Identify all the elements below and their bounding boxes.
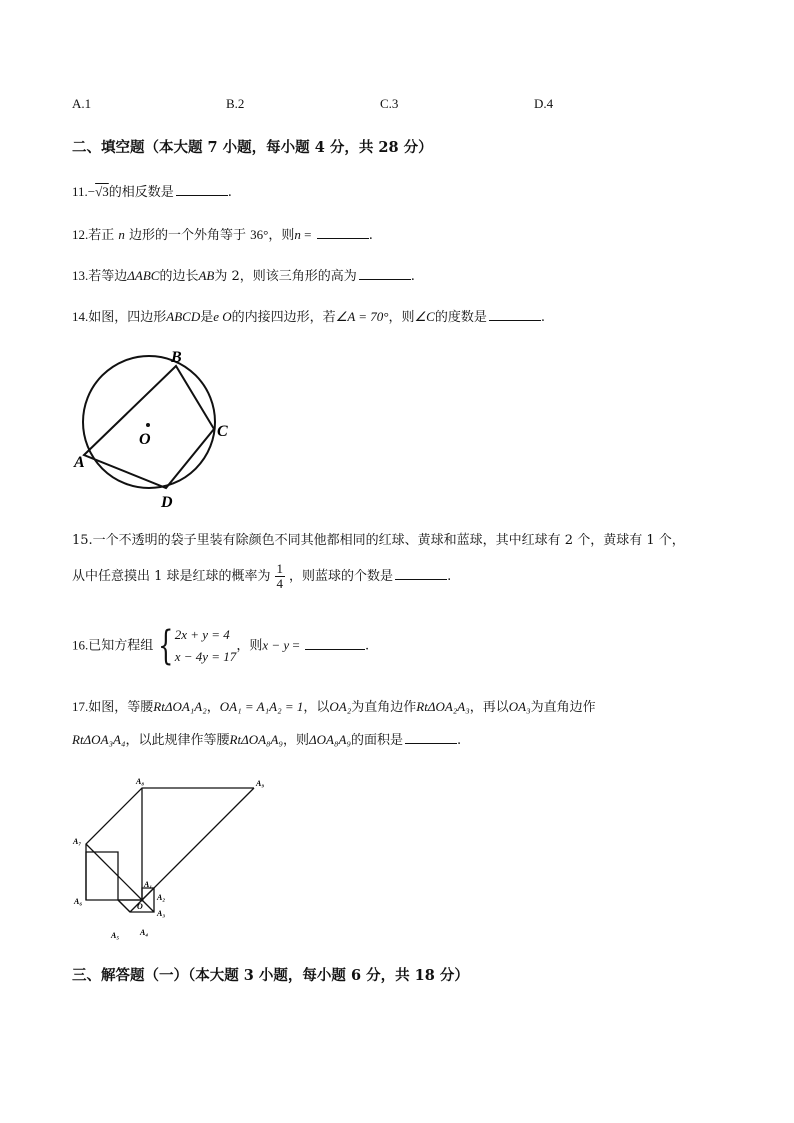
seg-a5-a4 [118, 900, 130, 912]
q17-oa3: OA₃ [508, 699, 531, 714]
seg-oa3 [142, 900, 154, 912]
label-o: O [139, 431, 151, 448]
question-13: 13.若等边ΔABC的边长AB为 2，则该三角形的高为 . [72, 268, 415, 284]
q13-triangle: ΔABC [127, 268, 160, 283]
label-a1: A₁ [144, 880, 153, 889]
q16-number: 16. [72, 637, 89, 653]
q16-eq: = [289, 637, 303, 653]
q17-text-7: ，以此规律作等腰 [125, 733, 230, 748]
q16-system [175, 624, 237, 668]
q15-fraction [275, 562, 286, 591]
q16-text-2: ，则 [236, 638, 263, 654]
label-o: O [137, 902, 143, 911]
q14-blank[interactable] [489, 308, 541, 321]
question-14: 14.如图，四边形ABCD是e O的内接四边形，若∠A = 70°，则∠C的度数是 . [72, 309, 546, 325]
q12-eq: = [300, 227, 315, 242]
q17-text-2: ， [206, 700, 220, 715]
q17-text-1: 如图，等腰 [88, 700, 154, 715]
question-17-line-2: RtΔOA₃A₄，以此规律作等腰RtΔOA₈A₉，则ΔOA₈A₉的面积是 . [72, 732, 462, 748]
q11-text: 的相反数是 [108, 185, 174, 200]
q14-text-4: ，则 [388, 310, 415, 325]
q12-number: 12. [72, 227, 89, 242]
q17-condition: OA₁ = A₁A₂ = 1 [219, 699, 304, 714]
q15-text-2: ，则蓝球的个数是 [289, 569, 394, 584]
q17-rt1: RtΔOA₁A₂ [153, 699, 207, 714]
label-a7: A₇ [73, 837, 82, 846]
label-a3: A₃ [157, 909, 166, 918]
q13-text-3: 为 2，则该三角形的高为 [214, 269, 357, 284]
q11-blank[interactable] [176, 183, 228, 196]
figure-17-spiral-triangles [68, 772, 278, 947]
q17-rt2: RtΔOA₂A₃ [416, 699, 470, 714]
q13-number: 13. [72, 268, 89, 283]
q12-angle: 36° [250, 227, 269, 242]
q12-text-1: 若正 [88, 228, 119, 243]
option-a: A.1 [72, 96, 92, 111]
q12-text-3: ，则 [268, 228, 295, 243]
label-a5: A₅ [111, 931, 120, 940]
q17-number: 17. [72, 699, 89, 714]
q15-frac-den: 4 [276, 576, 284, 591]
question-11: 11.−√3的相反数是 . [72, 184, 232, 200]
q14-quad: ABCD [166, 309, 201, 324]
outer-spiral [86, 788, 254, 900]
q16-eq1: 2x + y = 4 [174, 627, 230, 642]
q17-rt4: RtΔOA₈A₉ [229, 732, 284, 747]
q14-number: 14. [72, 309, 89, 324]
q13-ab: AB [198, 268, 215, 283]
option-c: C.3 [380, 96, 399, 111]
q14-text-1: 如图，四边形 [88, 310, 167, 325]
q11-number: 11. [72, 184, 88, 199]
q12-text-2: 边形的一个外角等于 [124, 228, 251, 243]
label-a9: A₉ [256, 779, 265, 788]
q11-neg: − [87, 184, 96, 199]
q13-text-1: 若等边 [88, 269, 128, 284]
question-12: 12.若正 n 边形的一个外角等于 36°，则n = . [72, 227, 373, 243]
q16-text-1: 已知方程组 [88, 638, 154, 654]
q17-blank[interactable] [405, 731, 457, 744]
label-d: D [161, 494, 173, 511]
q14-circle: e O [213, 309, 232, 324]
q17-text-4: 为直角边作 [351, 700, 417, 715]
label-a6: A₆ [74, 897, 83, 906]
figure-14-circle-quadrilateral [70, 345, 240, 515]
q17-oa2: OA₂ [329, 699, 352, 714]
seg-oa9 [142, 788, 254, 900]
q14-angle-c: ∠C [414, 309, 435, 324]
q14-text-5: 的度数是 [434, 310, 487, 325]
label-a8: A₈ [136, 777, 145, 786]
option-b: B.2 [226, 96, 245, 111]
question-15-line-1: 15.一个不透明的袋子里装有除颜色不同其他都相同的红球、黄球和蓝球，其中红球有 2 个，黄球有 1 个， [72, 533, 685, 548]
question-15-line-2: 从中任意摸出 1 球是红球的概率为 $\frac{1}{4}$ ，则蓝球的个数是 . [72, 561, 452, 591]
q15-frac-num: 1 [276, 561, 284, 576]
label-a2: A₂ [157, 893, 166, 902]
q13-blank[interactable] [359, 267, 411, 280]
question-16: 16.已知方程组 { 2x + y = 4 x − 4y = 17 ，则x − y = . [72, 623, 370, 669]
q17-text-9: 的面积是 [350, 733, 403, 748]
q15-text-1: 从中任意摸出 1 球是红球的概率为 [72, 569, 271, 584]
label-c: C [217, 423, 228, 440]
q13-text-2: 的边长 [159, 269, 199, 284]
label-b: B [171, 349, 182, 366]
label-a4: A₄ [140, 928, 149, 937]
q17-text-3: ，以 [303, 700, 330, 715]
q15-blank[interactable] [395, 567, 447, 580]
q17-text-6: 为直角边作 [530, 700, 596, 715]
q16-eq2: x − 4y = 17 [174, 649, 237, 664]
question-17-line-1 [72, 698, 596, 717]
q12-var: n [294, 227, 301, 242]
section-3-title: 三、解答题（一）（本大题 3 小题，每小题 6 分，共 18 分） [72, 967, 469, 984]
q14-text-2: 是 [200, 310, 214, 325]
q16-blank[interactable] [305, 637, 365, 650]
option-d: D.4 [534, 96, 554, 111]
q17-rt3: RtΔOA₃A₄ [72, 732, 126, 747]
q16-expr: x − y [262, 637, 290, 653]
q12-blank[interactable] [317, 226, 369, 239]
q17-text-5: ，再以 [469, 700, 509, 715]
q12-n: n [118, 227, 125, 242]
label-a: A [74, 454, 85, 471]
q14-text-3: 的内接四边形，若 [231, 310, 336, 325]
q11-root: √3 [95, 184, 109, 199]
q17-triangle: ΔOA₈A₉ [309, 732, 351, 747]
q14-angle-a: ∠A = 70° [335, 309, 389, 324]
center-dot [146, 423, 150, 427]
section-2-title: 二、填空题（本大题 7 小题，每小题 4 分，共 28 分） [72, 139, 433, 156]
q17-text-8: ，则 [283, 733, 310, 748]
circle-o [83, 356, 215, 488]
